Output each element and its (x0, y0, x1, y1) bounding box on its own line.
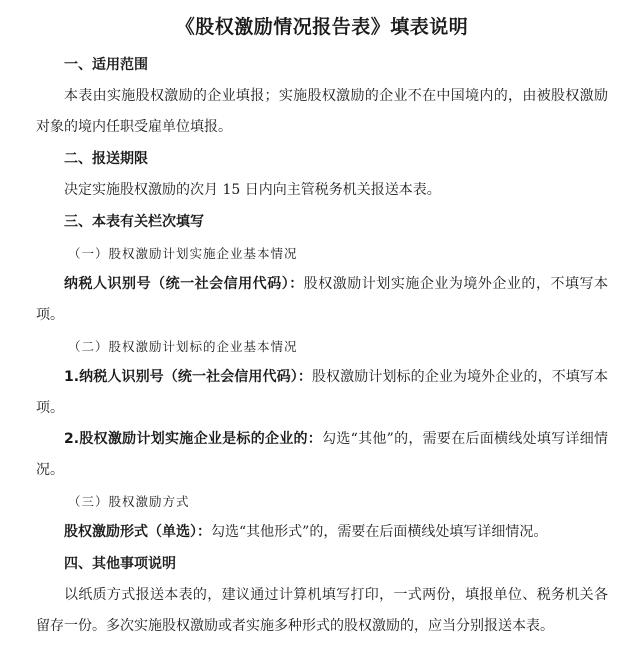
subsection-heading-implementing-company: （一）股权激励计划实施企业基本情况 (68, 246, 298, 261)
subsection-heading-target-company: （二）股权激励计划标的企业基本情况 (68, 339, 298, 354)
section-heading-fields: 三、本表有关栏次填写 (64, 214, 204, 230)
subsection-heading-incentive-method: （三）股权激励方式 (68, 494, 190, 509)
section-body-deadline: 决定实施股权激励的次月 15 日内向主管税务机关报送本表。 (64, 182, 441, 198)
field-label: 股权激励形式（单选）： (64, 524, 211, 540)
field-text: 勾选“其他”的，需要在后面横线处填写详细情况。 (36, 431, 608, 478)
field-note-implementing-taxpayer-id (36, 269, 608, 331)
document-title: 《股权激励情况报告表》填表说明 (175, 16, 469, 38)
field-label: 1.纳税人识别号（统一社会信用代码）： (64, 369, 312, 385)
field-text: 勾选“其他形式”的，需要在后面横线处填写详细情况。 (211, 524, 548, 540)
field-text: 股权激励计划标的企业为境外企业的，不填写本项。 (36, 369, 609, 416)
field-note-implementing-is-target (36, 424, 608, 486)
field-note-incentive-form (36, 517, 608, 548)
field-label: 2.股权激励计划实施企业是标的企业的： (64, 431, 323, 447)
section-heading-deadline: 二、报送期限 (64, 151, 148, 167)
section-body-other-matters: 以纸质方式报送本表的，建议通过计算机填写打印，一式两份，填报单位、税务机关各留存一份。多次实施股权激励或者实施多种形式的股权激励的，应当分别报送本表。 (36, 587, 608, 634)
section-body-scope: 本表由实施股权激励的企业填报；实施股权激励的企业不在中国境内的，由被股权激励对象的境内任职受雇单位填报。 (36, 88, 608, 135)
section-heading-other-matters: 四、其他事项说明 (64, 556, 176, 572)
field-note-target-taxpayer-id (36, 362, 608, 424)
field-text: 股权激励计划实施企业为境外企业的，不填写本项。 (36, 276, 609, 323)
section-heading-scope: 一、适用范围 (64, 57, 148, 73)
field-label: 纳税人识别号（统一社会信用代码）： (64, 276, 304, 292)
